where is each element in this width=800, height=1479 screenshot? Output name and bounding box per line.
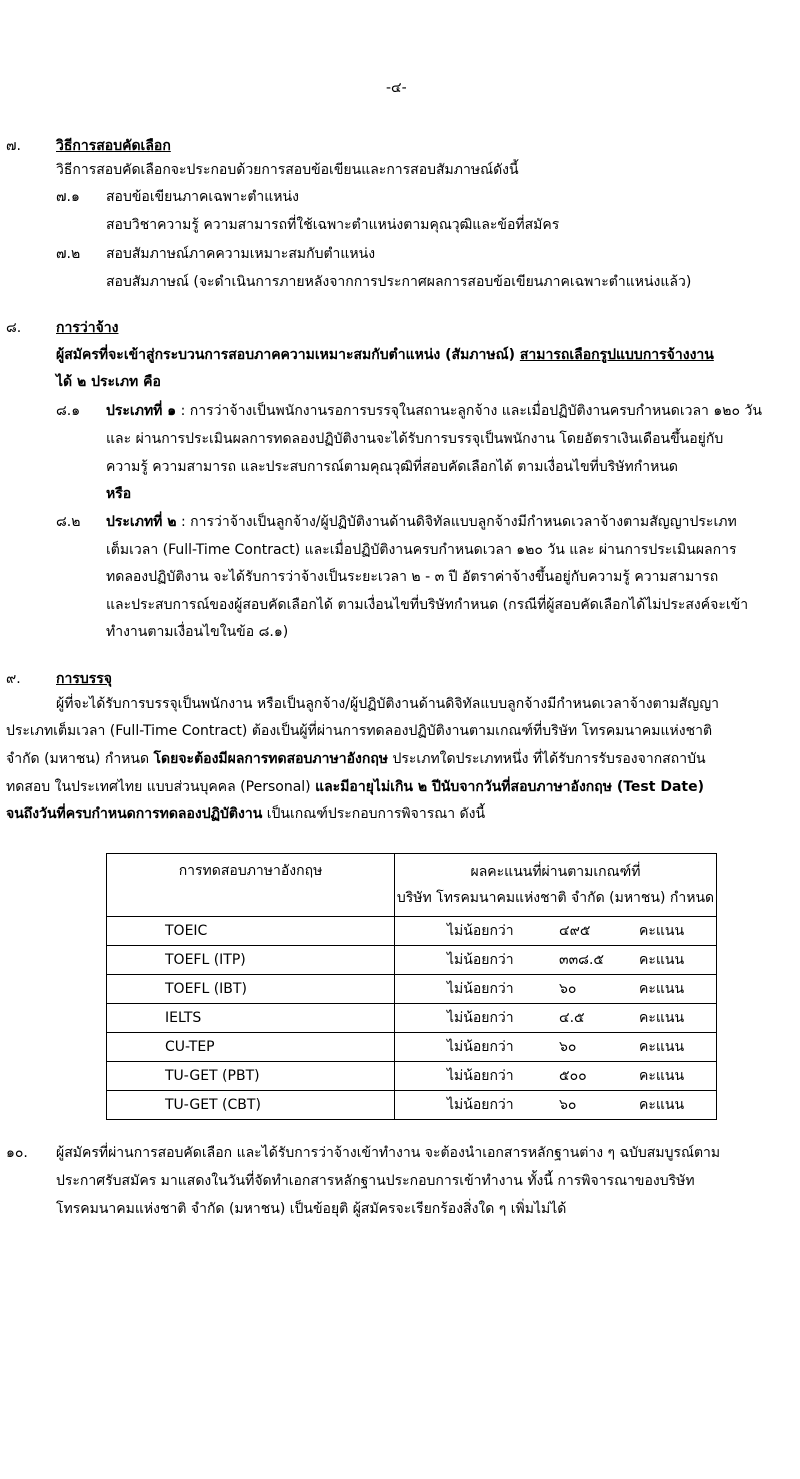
item-8-1-number: ๘.๑ xyxy=(56,403,81,419)
score-cell xyxy=(395,1004,717,1033)
score-value: ๖๐ xyxy=(559,1097,577,1113)
section-8-title: การว่าจ้าง xyxy=(56,320,119,336)
score-unit: คะแนน xyxy=(639,952,685,968)
score-cell xyxy=(395,1091,717,1120)
section-9-line-4b: และมีอายุไม่เกิน ๒ ปีนับจากวันที่สอบภาษาอังกฤษ (Test Date) xyxy=(315,779,704,795)
or-text: หรือ xyxy=(106,486,132,502)
header-score-line-2: บริษัท โทรคมนาคมแห่งชาติ จำกัด (มหาชน) กำหนด xyxy=(396,890,715,906)
item-7-2-title: สอบสัมภาษณ์ภาคความเหมาะสมกับตำแหน่ง xyxy=(106,246,376,262)
item-8-1-line-3: ความรู้ ความสามารถ และประสบการณ์ตามคุณวุฒิที่สอบคัดเลือกได้ ตามเงื่อนไขที่บริษัทกำหนด xyxy=(106,459,678,475)
table-row xyxy=(107,917,717,946)
section-10-line-1: ผู้สมัครที่ผ่านการสอบคัดเลือก และได้รับการว่าจ้างเข้าทำงาน จะต้องนำเอกสารหลักฐานต่าง ๆ ฉบับสมบูรณ์ตาม xyxy=(56,1145,721,1161)
score-unit: คะแนน xyxy=(639,981,685,997)
section-9-line-3 xyxy=(6,749,706,769)
item-8-2-line-3: ทดลองปฏิบัติงาน จะได้รับการว่าจ้างเป็นระยะเวลา ๒ - ๓ ปี อัตราค่าจ้างขึ้นอยู่กับความรู้ ความสามารถ xyxy=(106,569,719,585)
section-9-line-3a: จำกัด (มหาชน) กำหนด xyxy=(6,751,150,767)
min-label: ไม่น้อยกว่า xyxy=(447,1097,514,1113)
score-value: ๔.๕ xyxy=(559,1010,585,1026)
section-9-title: การบรรจุ xyxy=(56,671,112,687)
english-score-table xyxy=(106,853,717,1120)
table-header-row xyxy=(107,854,717,917)
table-row xyxy=(107,1091,717,1120)
score-cell xyxy=(395,946,717,975)
section-9-line-5 xyxy=(6,804,485,824)
page-number: -๔- xyxy=(386,80,407,96)
section-9-line-2: ประเภทเต็มเวลา (Full-Time Contract) ต้องเป็นผู้ที่ผ่านการทดลองปฏิบัติงานตามเกณฑ์ที่บริษัท โทรคมนาคมแห่งชาติ xyxy=(6,723,713,739)
score-cell xyxy=(395,1033,717,1062)
score-unit: คะแนน xyxy=(639,1010,685,1026)
item-8-1-text-1: : การว่าจ้างเป็นพนักงานรอการบรรจุในสถานะลูกจ้าง และเมื่อปฏิบัติงานครบกำหนดเวลา ๑๒๐ วัน xyxy=(180,403,762,419)
test-name: IELTS xyxy=(107,1004,395,1033)
item-7-1-title: สอบข้อเขียนภาคเฉพาะตำแหน่ง xyxy=(106,189,299,205)
section-9-line-4a: ทดสอบ ในประเทศไทย แบบส่วนบุคคล (Personal) xyxy=(6,779,311,795)
section-7-number: ๗. xyxy=(6,138,21,154)
header-score xyxy=(395,854,717,917)
section-8-intro xyxy=(56,345,714,365)
section-9-number: ๙. xyxy=(6,671,21,687)
min-label: ไม่น้อยกว่า xyxy=(447,1068,514,1084)
table-row xyxy=(107,975,717,1004)
min-label: ไม่น้อยกว่า xyxy=(447,1010,514,1026)
score-unit: คะแนน xyxy=(639,1068,685,1084)
test-name: CU-TEP xyxy=(107,1033,395,1062)
score-value: ๖๐ xyxy=(559,1039,577,1055)
item-7-2-desc: สอบสัมภาษณ์ (จะดำเนินการภายหลังจากการประกาศผลการสอบข้อเขียนภาคเฉพาะตำแหน่งแล้ว) xyxy=(106,274,692,290)
item-7-1-desc: สอบวิชาความรู้ ความสามารถที่ใช้เฉพาะตำแหน่งตามคุณวุฒิและข้อที่สมัคร xyxy=(106,217,560,233)
table-row xyxy=(107,1033,717,1062)
section-9-line-3b: โดยจะต้องมีผลการทดสอบภาษาอังกฤษ xyxy=(153,751,389,767)
section-10-line-2: ประกาศรับสมัคร มาแสดงในวันที่จัดทำเอกสารหลักฐานประกอบการเข้าทำงาน ทั้งนี้ การพิจารณาของบริษัท xyxy=(56,1173,695,1189)
section-10-line-3: โทรคมนาคมแห่งชาติ จำกัด (มหาชน) เป็นข้อยุติ ผู้สมัครจะเรียกร้องสิ่งใด ๆ เพิ่มไม่ได้ xyxy=(56,1201,567,1217)
score-unit: คะแนน xyxy=(639,1097,685,1113)
score-value: ๕๐๐ xyxy=(559,1068,587,1084)
section-10-number: ๑๐. xyxy=(6,1145,28,1161)
score-value: ๓๓๘.๕ xyxy=(559,952,604,968)
min-label: ไม่น้อยกว่า xyxy=(447,1039,514,1055)
test-name: TU-GET (PBT) xyxy=(107,1062,395,1091)
item-7-1-number: ๗.๑ xyxy=(56,189,80,205)
score-cell xyxy=(395,975,717,1004)
score-value: ๔๙๕ xyxy=(559,923,591,939)
section-7-intro: วิธีการสอบคัดเลือกจะประกอบด้วยการสอบข้อเขียนและการสอบสัมภาษณ์ดังนี้ xyxy=(56,162,519,178)
item-8-2-line-1 xyxy=(106,512,737,532)
section-9-line-3c: ประเภทใดประเภทหนึ่ง ที่ได้รับการรับรองจากสถาบัน xyxy=(392,751,706,767)
item-8-2-line-2: เต็มเวลา (Full-Time Contract) และเมื่อปฏิบัติงานครบกำหนดเวลา ๑๒๐ วัน และ ผ่านการประเมินผลการ xyxy=(106,542,737,558)
score-value: ๖๐ xyxy=(559,981,577,997)
item-8-2-line-4: และประสบการณ์ของผู้สอบคัดเลือกได้ ตามเงื่อนไขที่บริษัทกำหนด (กรณีที่ผู้สอบคัดเลือกได้ไม่ประสงค์จะเข้า xyxy=(106,597,749,613)
table-row xyxy=(107,1004,717,1033)
item-8-1-line-2: และ ผ่านการประเมินผลการทดลองปฏิบัติงานจะได้รับการบรรจุเป็นพนักงาน โดยอัตราเงินเดือนขึ้นอยู่กับ xyxy=(106,431,724,447)
section-9-line-1: ผู้ที่จะได้รับการบรรจุเป็นพนักงาน หรือเป็นลูกจ้าง/ผู้ปฏิบัติงานด้านดิจิทัลแบบลูกจ้างมีกำหนดเวลาจ้างตามสัญญา xyxy=(56,696,719,712)
table-row xyxy=(107,946,717,975)
score-cell xyxy=(395,1062,717,1091)
min-label: ไม่น้อยกว่า xyxy=(447,952,514,968)
min-label: ไม่น้อยกว่า xyxy=(447,923,514,939)
header-test: การทดสอบภาษาอังกฤษ xyxy=(107,854,395,917)
item-8-1-line-1 xyxy=(106,401,762,421)
section-8-intro-b: สามารถเลือกรูปแบบการจ้างงาน xyxy=(519,347,714,363)
score-cell xyxy=(395,917,717,946)
table-row xyxy=(107,1062,717,1091)
section-8-intro-c: ได้ ๒ ประเภท คือ xyxy=(56,374,161,390)
section-7-title: วิธีการสอบคัดเลือก xyxy=(56,138,171,154)
item-8-1-label: ประเภทที่ ๑ xyxy=(106,403,177,419)
section-8-number: ๘. xyxy=(6,320,22,336)
item-8-2-text-1: : การว่าจ้างเป็นลูกจ้าง/ผู้ปฏิบัติงานด้านดิจิทัลแบบลูกจ้างมีกำหนดเวลาจ้างตามสัญญาประเภท xyxy=(180,514,737,530)
test-name: TOEFL (IBT) xyxy=(107,975,395,1004)
score-unit: คะแนน xyxy=(639,923,685,939)
item-7-2-number: ๗.๒ xyxy=(56,246,81,262)
item-8-2-number: ๘.๒ xyxy=(56,514,81,530)
section-9-line-5b: เป็นเกณฑ์ประกอบการพิจารณา ดังนี้ xyxy=(266,806,486,822)
score-unit: คะแนน xyxy=(639,1039,685,1055)
item-8-2-line-5: ทำงานตามเงื่อนไขในข้อ ๘.๑) xyxy=(106,624,289,640)
test-name: TOEIC xyxy=(107,917,395,946)
min-label: ไม่น้อยกว่า xyxy=(447,981,514,997)
section-9-line-4 xyxy=(6,777,704,797)
item-8-2-label: ประเภทที่ ๒ xyxy=(106,514,177,530)
test-name: TOEFL (ITP) xyxy=(107,946,395,975)
header-score-line-1: ผลคะแนนที่ผ่านตามเกณฑ์ที่ xyxy=(470,864,641,880)
test-name: TU-GET (CBT) xyxy=(107,1091,395,1120)
section-8-intro-a: ผู้สมัครที่จะเข้าสู่กระบวนการสอบภาคความเหมาะสมกับตำแหน่ง (สัมภาษณ์) xyxy=(56,347,515,363)
section-9-line-5a: จนถึงวันที่ครบกำหนดการทดลองปฏิบัติงาน xyxy=(6,806,263,822)
